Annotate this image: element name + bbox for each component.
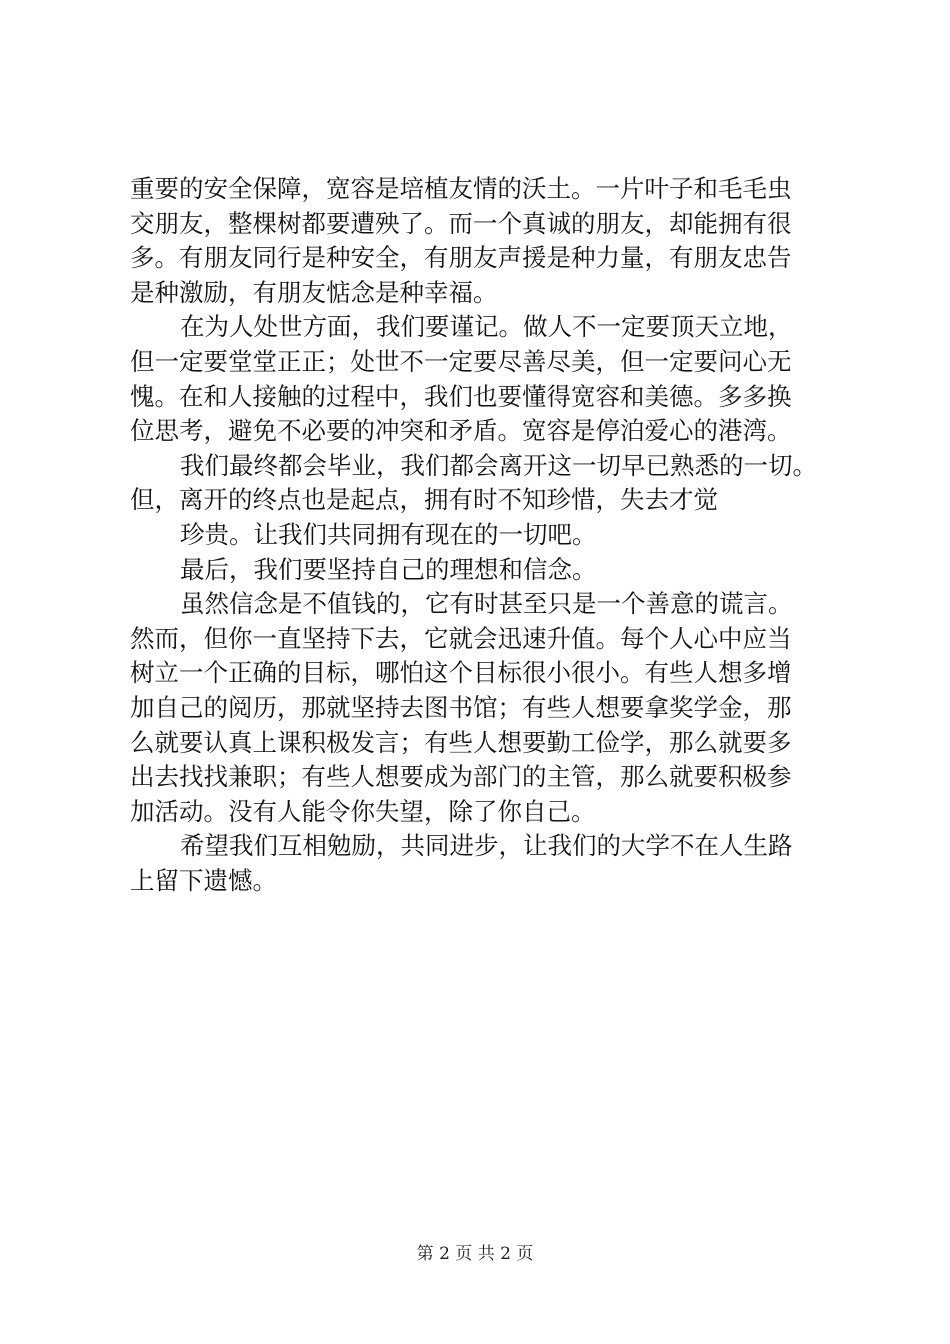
text-line: 上留下遗憾。 [130, 865, 277, 895]
page-footer [0, 1244, 950, 1264]
text-line: 但一定要堂堂正正；处世不一定要尽善尽美，但一定要问心无 [130, 346, 792, 376]
text-line: 树立一个正确的目标，哪怕这个目标很小很小。有些人想多增 [130, 658, 792, 688]
text-line: 么就要认真上课积极发言；有些人想要勤工俭学，那么就要多 [130, 727, 792, 757]
text-line: 然而，但你一直坚持下去，它就会迅速升值。每个人心中应当 [130, 623, 792, 653]
text-line: 多。有朋友同行是种安全，有朋友声援是种力量，有朋友忠告 [130, 243, 792, 273]
text-line: 交朋友，整棵树都要遭殃了。而一个真诚的朋友，却能拥有很 [130, 208, 792, 238]
text-line: 在为人处世方面，我们要谨记。做人不一定要顶天立地， [180, 312, 793, 342]
text-line: 加活动。没有人能令你失望，除了你自己。 [130, 796, 596, 826]
text-line: 最后，我们要坚持自己的理想和信念。 [180, 554, 597, 584]
text-line: 位思考，避免不必要的冲突和矛盾。宽容是停泊爱心的港湾。 [130, 416, 792, 446]
text-line: 但，离开的终点也是起点，拥有时不知珍惜，失去才觉 [130, 485, 718, 515]
text-line: 愧。在和人接触的过程中，我们也要懂得宽容和美德。多多换 [130, 381, 792, 411]
text-line: 是种激励，有朋友惦念是种幸福。 [130, 277, 498, 307]
text-line: 虽然信念是不值钱的，它有时甚至只是一个善意的谎言。 [180, 589, 793, 619]
page-number-label: 第 2 页 共 2 页 [416, 1244, 534, 1264]
text-line: 珍贵。让我们共同拥有现在的一切吧。 [180, 519, 597, 549]
text-line: 希望我们互相勉励，共同进步，让我们的大学不在人生路 [180, 831, 793, 861]
text-line: 加自己的阅历，那就坚持去图书馆；有些人想要拿奖学金，那 [130, 692, 792, 722]
text-line: 出去找找兼职；有些人想要成为部门的主管，那么就要积极参 [130, 762, 792, 792]
document-body [130, 172, 830, 898]
text-line: 我们最终都会毕业，我们都会离开这一切早已熟悉的一切。 [180, 450, 817, 480]
text-line: 重要的安全保障，宽容是培植友情的沃土。一片叶子和毛毛虫 [130, 174, 792, 203]
